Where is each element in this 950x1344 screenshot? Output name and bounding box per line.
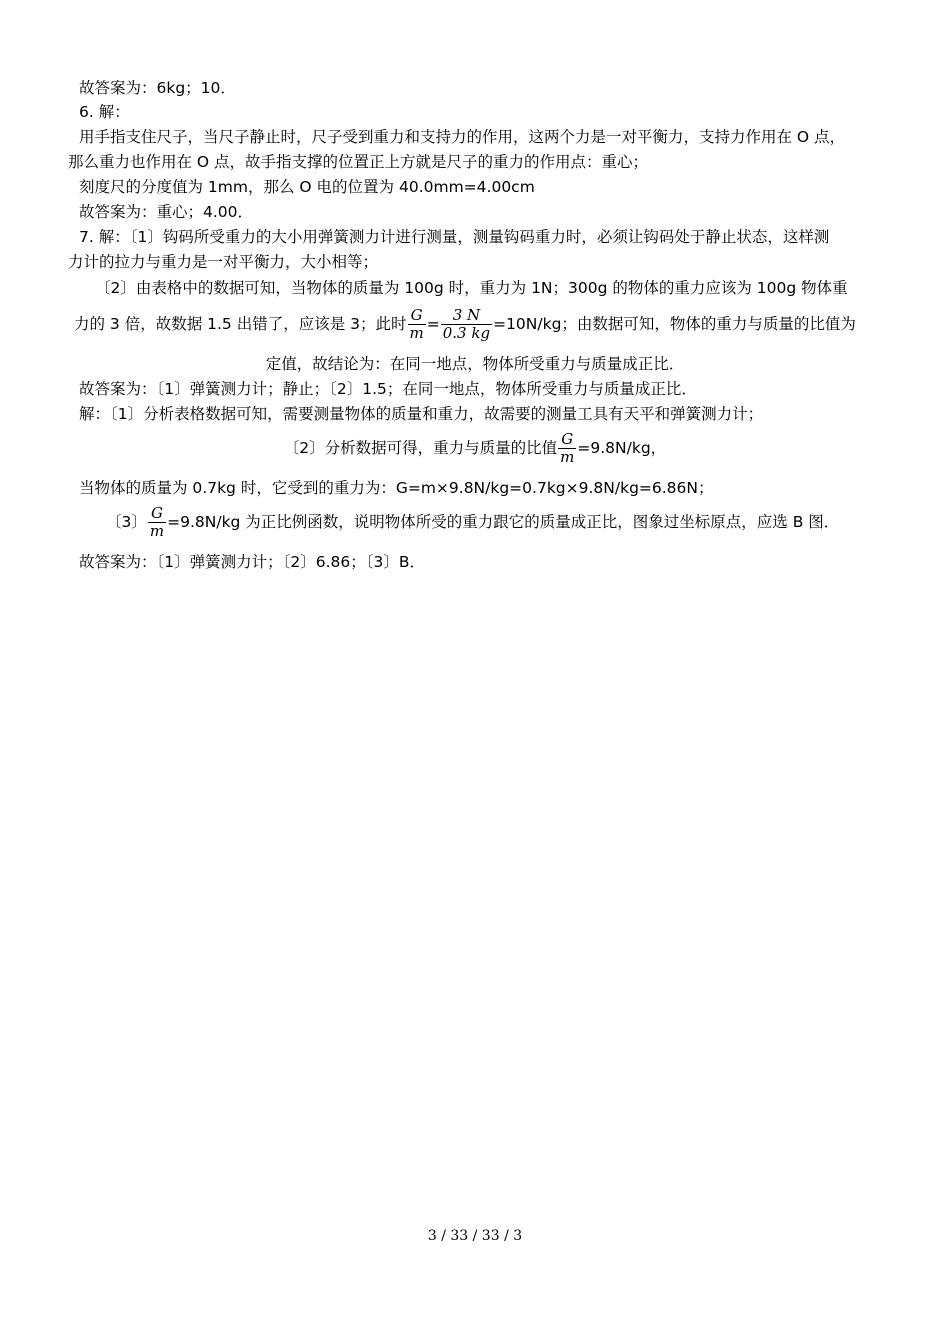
- ratio-text-a: 〔2〕分析数据可得，重力与质量的比值: [283, 439, 558, 457]
- q7-conclusion: 定值，故结论为：在同一地点，物体所受重力与质量成正比．: [265, 355, 685, 373]
- fraction-3n-over-kg: [441, 307, 492, 342]
- q7-text-3: 〔2〕由表格中的数据可知，当物体的质量为 100g 时，重力为 1N；300g 的物体的重力应该为 100g 物体重: [95, 279, 848, 297]
- q7-formula-line: [74, 304, 856, 344]
- answer-line-6: 故答案为：重心；4.00．: [79, 203, 254, 221]
- formula-text-a: 力的 3 倍，故数据 1.5 出错了，应该是 3；此时: [74, 315, 407, 333]
- fraction-g-over-m: [558, 431, 576, 466]
- equals-sign: =: [426, 315, 440, 333]
- proportion-text-a: 〔3〕: [106, 513, 147, 531]
- q6-text-2: 那么重力也作用在 O 点，故手指支撑的位置正上方就是尺子的重力的作用点：重心；: [68, 153, 649, 171]
- fraction-numerator: G: [148, 505, 166, 523]
- fraction-numerator: G: [408, 307, 426, 325]
- fraction-denominator: m: [409, 324, 424, 342]
- q8-ratio-line: [0, 428, 950, 468]
- answer-line-8: 故答案为：〔1〕弹簧测力计；〔2〕6.86；〔3〕B．: [79, 553, 425, 571]
- q6-text-1: 用手指支住尺子，当尺子静止时，尺子受到重力和支持力的作用，这两个力是一对平衡力，支持力作用在 O 点，: [79, 128, 846, 146]
- fraction-denominator: m: [560, 448, 575, 466]
- fraction-g-over-m: [148, 505, 166, 540]
- fraction-numerator: G: [558, 431, 576, 449]
- page-number-footer: 3 / 33 / 33 / 3: [427, 1228, 523, 1244]
- proportion-text-b: =9.8N/kg 为正比例函数，说明物体所受的重力跟它的质量成正比，图象过坐标原点，应选 B 图．: [167, 513, 840, 531]
- q7-text-2: 力计的拉力与重力是一对平衡力，大小相等；: [68, 253, 379, 271]
- ratio-text-b: =9.8N/kg，: [577, 439, 667, 457]
- answer-line-7: 故答案为：〔1〕弹簧测力计；静止；〔2〕1.5；在同一地点，物体所受重力与质量成正比．: [79, 380, 697, 398]
- q8-text-3: 当物体的质量为 0.7kg 时，它受到的重力为：G=m×9.8N/kg=0.7kg×9.8N/kg=6.86N；: [79, 479, 714, 497]
- q8-proportion-line: [106, 502, 839, 542]
- fraction-denominator: 0.3 kg: [442, 324, 491, 342]
- q6-heading: 6. 解：: [79, 103, 130, 121]
- q7-text-1: 7. 解：〔1〕钩码所受重力的大小用弹簧测力计进行测量，测量钩码重力时，必须让钩码处于静止状态，这样测: [79, 228, 830, 246]
- fraction-g-over-m: [408, 307, 426, 342]
- fraction-numerator: 3 N: [441, 307, 492, 325]
- fraction-denominator: m: [149, 522, 165, 540]
- q8-text-1: 解：〔1〕分析表格数据可知，需要测量物体的质量和重力，故需要的测量工具有天平和弹簧测力计；: [79, 405, 764, 423]
- q6-text-3: 刻度尺的分度值为 1mm，那么 O 电的位置为 40.0mm=4.00cm: [79, 178, 535, 196]
- formula-text-b: =10N/kg；由数据可知，物体的重力与质量的比值为: [493, 315, 856, 333]
- answer-line-5: 故答案为：6kg；10．: [79, 79, 236, 97]
